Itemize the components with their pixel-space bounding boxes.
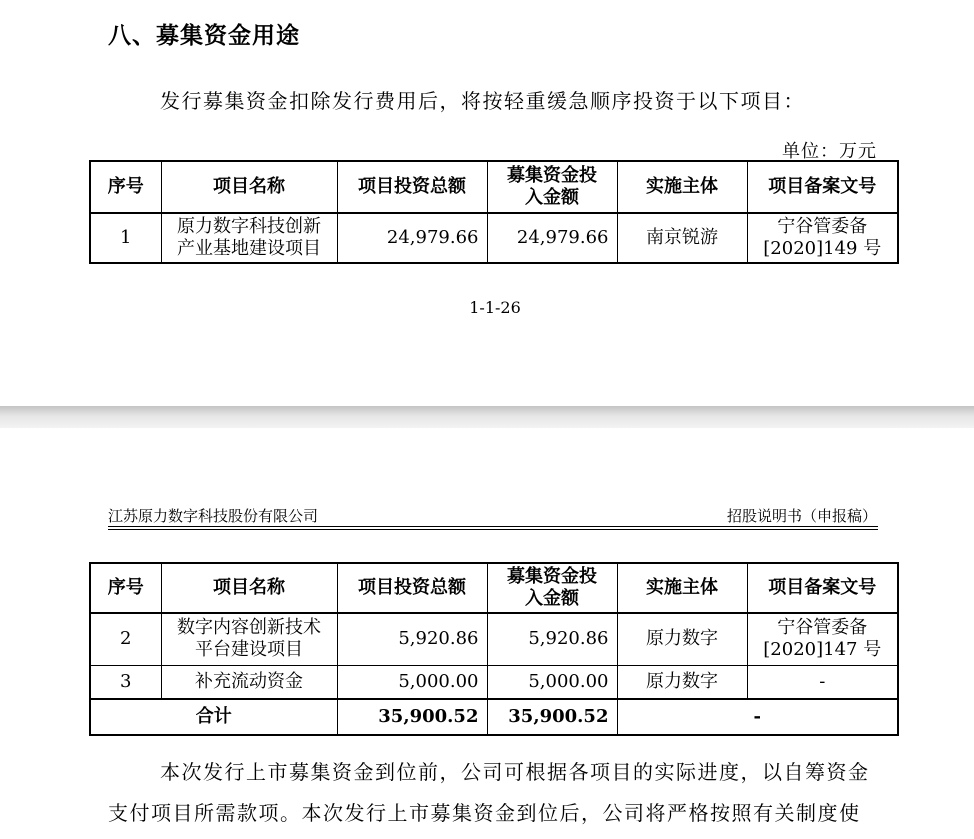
table-row: [90, 613, 898, 665]
row-seq: 2: [90, 613, 161, 665]
row-name: 原力数字科技创新 产业基地建设项目: [161, 213, 337, 263]
document-page-1: [0, 0, 974, 406]
row-name: 补充流动资金: [161, 665, 337, 699]
row-name: 数字内容创新技术 平台建设项目: [161, 613, 337, 665]
page-number: 1-1-26: [469, 298, 521, 317]
table-header-row: [90, 161, 898, 213]
row-raised: 5,920.86: [487, 613, 617, 665]
header-raised: 募集资金投 入金额: [487, 563, 617, 613]
header-filing: 项目备案文号: [747, 161, 898, 213]
section-heading: 八、募集资金用途: [108, 23, 300, 49]
header-seq: 序号: [90, 563, 161, 613]
total-amount: 35,900.52: [337, 699, 487, 735]
header-name: 项目名称: [161, 161, 337, 213]
total-label: 合计: [90, 699, 337, 735]
total-raised: 35,900.52: [487, 699, 617, 735]
row-seq: 1: [90, 213, 161, 263]
row-filing: -: [747, 665, 898, 699]
header-total: 项目投资总额: [337, 563, 487, 613]
header-entity: 实施主体: [617, 563, 747, 613]
header-total: 项目投资总额: [337, 161, 487, 213]
intro-paragraph: 发行募集资金扣除发行费用后，将按轻重缓急顺序投资于以下项目：: [160, 89, 805, 113]
header-entity: 实施主体: [617, 161, 747, 213]
header-rule: [108, 526, 878, 527]
header-rule-2: [108, 529, 878, 530]
header-name: 项目名称: [161, 563, 337, 613]
header-doc-title: 招股说明书（申报稿）: [726, 507, 877, 525]
row-entity: 原力数字: [617, 613, 747, 665]
table-row: [90, 665, 898, 699]
header-filing: 项目备案文号: [747, 563, 898, 613]
total-filing: -: [617, 699, 898, 735]
row-raised: 24,979.66: [487, 213, 617, 263]
row-total: 5,920.86: [337, 613, 487, 665]
header-raised: 募集资金投 入金额: [487, 161, 617, 213]
projects-table-part1: [89, 160, 899, 264]
row-total: 5,000.00: [337, 665, 487, 699]
unit-label: 单位：万元: [782, 141, 877, 162]
total-row: [90, 699, 898, 735]
row-filing: 宁谷管委备 [2020]149 号: [747, 213, 898, 263]
body-paragraph-line-2: 支付项目所需款项。本次发行上市募集资金到位后，公司将严格按照有关制度使: [108, 801, 861, 825]
table-header-row: [90, 563, 898, 613]
header-seq: 序号: [90, 161, 161, 213]
body-paragraph-line-1: 本次发行上市募集资金到位前，公司可根据各项目的实际进度，以自筹资金: [160, 760, 870, 784]
row-entity: 南京锐游: [617, 213, 747, 263]
table-row: [90, 213, 898, 263]
projects-table-part2: [89, 562, 899, 736]
row-filing: 宁谷管委备 [2020]147 号: [747, 613, 898, 665]
document-page-2: [0, 428, 974, 839]
row-total: 24,979.66: [337, 213, 487, 263]
header-company: 江苏原力数字科技股份有限公司: [108, 507, 319, 525]
row-seq: 3: [90, 665, 161, 699]
row-raised: 5,000.00: [487, 665, 617, 699]
page-separator: [0, 406, 974, 428]
row-entity: 原力数字: [617, 665, 747, 699]
